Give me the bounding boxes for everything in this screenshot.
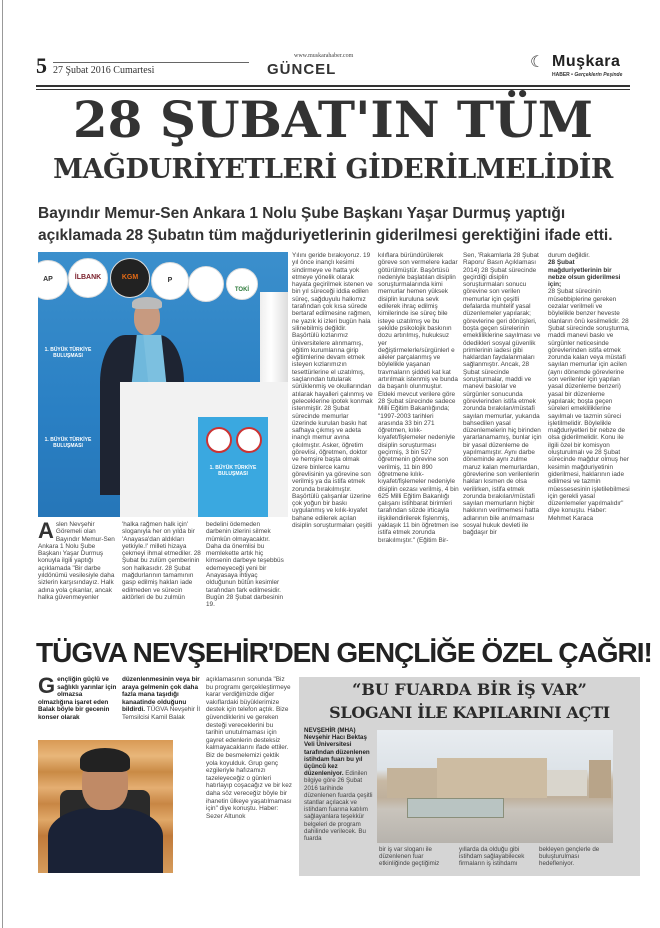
campus-photo	[377, 730, 613, 843]
article-column: yıllarda da olduğu gibi istihdam sağlayabilecek firmaların iş istihdamı	[459, 846, 525, 868]
sponsor-logo: KGM	[110, 258, 150, 298]
header-rule	[36, 85, 630, 87]
article-column: 'halka rağmen halk için' sloganıyla her on yılda bir 'Anayasa'dan aldıkları yetkiyle.!' milleti hizaya çekmeyi ihmal etmediler. 28 Şubat bu zulüm çemberinin son halkasıdır. 28 Şubat mağdurlarının tamamının gasp edilmiş hakları iade edilmeden ve sürecin aktörleri de bu zulmün	[122, 521, 201, 601]
podium-screen: 1. BÜYÜK TÜRKİYE BULUŞMASI	[198, 417, 268, 517]
article-column: bir iş var sloganı ile düzenlenen fuar etkinliğinde geçtiğimiz	[379, 846, 440, 868]
sponsor-logo	[188, 266, 224, 302]
page-edge-line	[2, 0, 3, 928]
logo-subtitle: HABER • Gerçeklerin Peşinde	[552, 72, 623, 78]
article-column: Gençliğin güçlü ve sağlıklı yarınlar için olmazsa olmazlığına işaret eden Balak böyle bir gecenin konser olarak	[38, 673, 117, 721]
article-column: durum değildir. 28 Şubat mağduriyetlerinin bir nebze olsun giderilmesi için; 28 Şubat sürecinin müsebbiplerine gereken cezalar verilmeli ve böylelikle benzer heveste olanların önü kesilmelidir. 28 Şubat sürecinde soruşturma, maddi manevi baskı ve sürgünler neticesinde görevlerinden istifa etmek zorunda kalan veya müstafi sayılan memurlar için acilen (aynı dönemde görevlerine son verilenler için yapılan yasal düzenleme benzeri) yasal bir düzenleme yapılarak; boşta geçen süreleri emekliliklerine sayılmalı ve tazmin süreci işletilmelidir. Böylelikle mağduriyetleri bir nebze de olsa giderilmelidir. Konu ile ilgili özel bir komisyon oluşturulmalı ve 28 Şubat sürecinde mağdur olmuş her kesimin mağduriyetinin giderilmesi, haklarının iade edilmesi ve tazmin müessesesinin işletilebilmesi için gerekli yasal düzenlemeler yapılmalıdır" diye konuştu. Haber: Mehmet Karaca	[548, 252, 630, 522]
sponsor-logo: İLBANK	[68, 258, 108, 298]
article-column: NEVŞEHİR (MHA) Nevşehir Hacı Bektaş Veli Üniversitesi tarafından düzenlenen istihdam fuarı bu yıl üçüncü kez düzenleniyor. Edinilen bilgiye göre 26 Şubat 2016 tarihinde düzenlenen fuarda çeşitli stantlar açılacak ve istihdam fuarına katılım sağlayanlara teşekkür belgeleri de program dahilinde verilecek. Bu fuarda	[304, 727, 373, 843]
page-header	[36, 52, 630, 82]
fair-headline-line-2: SLOGANI İLE KAPILARINI AÇTI	[329, 703, 610, 722]
headline-tugva: TÜGVA NEVŞEHİR'DEN GENÇLİĞE ÖZEL ÇAĞRI!	[36, 637, 652, 668]
bird-swirl-icon: ☾	[530, 54, 545, 71]
issue-date: 27 Şubat 2016 Cumartesi	[53, 65, 155, 76]
article-column: düzenlenmesinin veya bir araya gelmenin çok daha fazla mana taşıdığı kanaatinde olduğunu bildirdi. TÜGVA Nevşehir İl Temsilcisi Kamil Balak	[122, 676, 200, 721]
article-column: Aslen Nevşehir Göremeli olan Bayındır Memur-Sen Ankara 1 Nolu Şube Başkanı Yaşar Durmuş konuyla ilgili yaptığı açıklamada "Bir darbe yıldönümü vesilesiyle daha sizlerin karşısındayız. Halk adına yola çıkanlar, ancak halka güvenmeyenler	[38, 518, 115, 601]
article-column: Yılını geride bırakıyoruz. 19 yıl önce inançlı kesimi sindirmeye ve hatta yok etmeye yönelik olarak hayata geçirilmek istenen ve bin yıl süreceği iddia edilen süreç, sağduyulu halkımız tarafından çok kısa sürede bertaraf edilmesine rağmen, ne yazık ki izleri bugün hala silinebilmiş değildir. Başörtülü kızlarımız üniversitelere alınmamış, eğitim kurumlarına girip eğitimlerine devam etmek isteyen kızlarımızın tesettürlerine el uzatılmış, saçlarından tutularak sürüklenmiş ve okullarından atılarak hayalleri çalınmış ve geleceklerine ipotek konmak istenmiştir. 28 Şubat sürecinde memurlar üzerinde kurulan baskı hat safhaya çıkmış ve adeta inançlı memur avına çıkılmıştır. Asker, öğretim görevlisi, öğretmen, doktor ve hemşire başta olmak üzere binlerce kamu görevlisinin ya görevine son verilmiş ya da istifa etmek zorunda bırakılmıştır. Başörtülü çalışanlar üzerine çok yoğun bir baskı uygulanmış ve kılık-kıyafet bahane edilerek açılan disiplin soruşturmaları çeşitli	[292, 252, 373, 529]
muskara-logo	[530, 52, 630, 82]
fair-article-box	[299, 677, 640, 876]
section-title: GÜNCEL	[267, 61, 337, 78]
fair-headline-line-1: “BU FUARDA BİR İŞ VAR”	[352, 680, 587, 699]
article-deck: Bayındır Memur-Sen Ankara 1 Nolu Şube Başkanı Yaşar Durmuş yaptığı açıklamada 28 Şubatın tüm mağduriyetlerinin giderilmesi gerektiğini ifade etti.	[38, 205, 613, 244]
headline-line-1: 28 ŞUBAT'IN TÜM	[72, 90, 594, 149]
banner-text: 1. BÜYÜK TÜRKİYE BULUŞMASI	[44, 347, 92, 359]
subheading: 28 Şubat mağduriyetlerinin bir nebze olsun giderilmesi için;	[548, 259, 621, 289]
article-column: açıklamasının sonunda "Biz bu programı gerçekleştirmeye karar verdiğimizde diğer vakıflardaki büyüklerimize destek için telefon açtık. Bize güvendiklerini ve gereken desteği vereceklerini bu tarihin unutulmaması için gayret edenlerin desteksiz kalmayacaklarını ifade ettiler. Biz de besmelemizi çektik yola koyulduk. Grup genç ezgileriyle hafızamızı tazeleyeceğiz o günleri hatırlayıp coşacağız ve bir kez daha söz vereceğiz böyle bir ihanetin ülkeye yaşatılmaması için" diye konuştu. Haber: Sezer Altunok	[206, 676, 292, 820]
drop-cap: G	[38, 673, 56, 698]
website-url: www.muskarahaber.com	[294, 53, 354, 59]
drop-cap: A	[38, 518, 54, 543]
headline-line-2: MAĞDURİYETLERİ GİDERİLMELİDİR	[53, 154, 613, 185]
article-column: bedelini ödemeden darbenin izlerini silmek mümkün olmayacaktır. Daha da önemlisi bu memlekette artık hiç kimsenin darbeye teşebbüs edemeyeceği yeni bir Anayasaya ihtiyaç olduğunun bütün kesimler tarafından fark edilmesidir. Bugün 28 Şubat darbesinin 19.	[206, 521, 284, 609]
page-number: 5	[36, 53, 47, 78]
sponsor-logo: P	[151, 262, 189, 300]
article-column: bekleyen gençlerle de buluşturulması hedefleniyor.	[539, 846, 600, 868]
article-column: Sen, 'Rakamlarla 28 Şubat Raporu' Basın Açıklaması 2014) 28 Şubat sürecinde geçirdiği disiplin soruşturmaları sonucu görevine son verilen memurlar için çeşitli defalarda muhtelif yasal düzenlemeler yapılarak; görevlerine geri dönüşleri, boşta geçen sürelerinin emekliliklerine sayılması ve ödedikleri sosyal güvenlik primlerinin iadesi gibi haklardan faydalanmaları sağlanmıştır. Ancak, 28 Şubat sürecinde soruşturmalar, maddi ve manevi baskılar ve sürgünler sonucunda görevlerinden istifa etmek zorunda bırakılan/müstafi sayılan memurlar, yukarıda bahsedilen yasal düzenlemelerin hiç birinden yararlanamamış, bunlar için bir yasal düzenleme de yapılmamıştır. Aynı darbe döneminde aynı zulme maruz kalan memurlardan, görevlerine son verilenlerin hakları kısmen de olsa verilirken, istifa etmek zorunda bırakılan/müstafi sayılan memurların hiçbir hakkının verilmemesi hatta adlarının bile anılmaması sosyal hukuk devleti ile bağdaşır bir	[463, 252, 542, 537]
banner-text: 1. BÜYÜK TÜRKİYE BULUŞMASI	[44, 437, 92, 449]
speaker-photo	[38, 252, 288, 517]
portrait-photo	[38, 740, 173, 873]
sponsor-logo: AP	[38, 260, 68, 300]
sponsor-logo: TOKİ	[226, 268, 258, 300]
logo-name: Muşkara	[552, 53, 621, 70]
article-column: kılıflara büründürülerek göreve son vermelere kadar götürülmüştür. Başörtüsü nedeniyle başlatılan disiplin soruşturmalarında kimi memurlar hemen yüksek disiplin kuruluna sevk edilerek ihraç edilmiş kimilerinde ise süreç bile isteye uzatılmış ve bu şekilde psikolojik baskının dozu artırılmış, hukuksuz yer değiştirmelerle/sürgünlerl e aileler parçalanmış ve böylelikle yaşanan travmaların şiddeti kat kat artırılmak istenmiş ve bunda da başarılı olunmuştur. Eldeki mevcut verilere göre 28 Şubat sürecinde sadece Milli Eğitim Bakanlığında; "1997-2003 tarihleri arasında 33 bin 271 öğretmen, kılık-kıyafet/fişlemeler nedeniyle disiplin soruşturması geçirmiş, 3 bin 527 öğretmenin görevine son verilmiş, 11 bin 890 öğretmene kılık-kıyafet/fişlemeler nedeniyle disiplin cezası verilmiş, 4 bin 625 Milli Eğitim Bakanlığı çalışanı istihbarat birimleri tarafından sözde irticayla ilişkilendirilerek fişlenmiş, yaklaşık 11 bin öğretmen ise istifa etmek zorunda bırakılmıştır." (Eğitim Bir-	[378, 252, 459, 544]
header-date-rule	[53, 62, 249, 63]
flag	[260, 292, 288, 392]
